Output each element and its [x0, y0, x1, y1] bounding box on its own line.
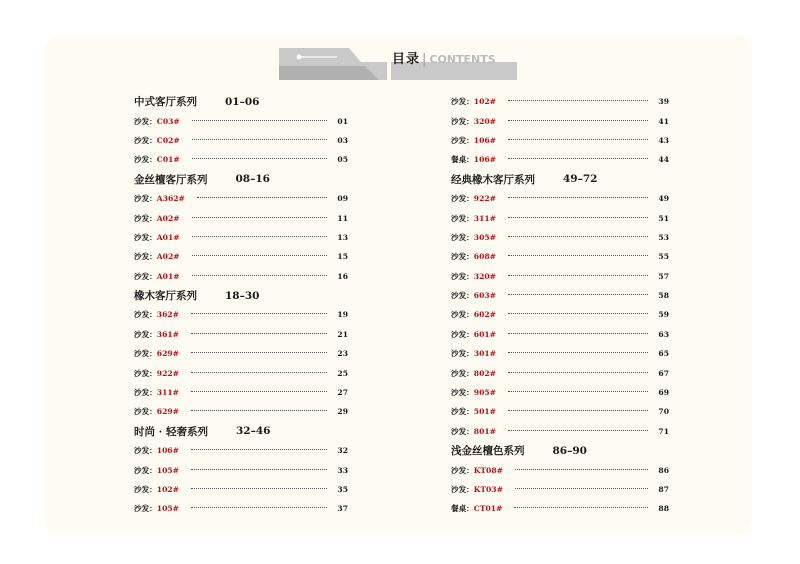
entry-page-number: 67 [658, 368, 669, 378]
dot-leader [508, 410, 648, 411]
entry-model-code: 106# [473, 155, 496, 165]
toc-entry [134, 189, 348, 208]
entry-type: 沙发： [134, 252, 157, 262]
toc-entry [451, 267, 669, 286]
entry-model-code: 362# [156, 310, 179, 320]
section-name: 时尚 · 轻奢系列 [134, 425, 208, 438]
entry-type: 沙发： [451, 135, 474, 145]
toc-entry [451, 189, 669, 208]
entry-page-number: 57 [658, 271, 669, 281]
entry-model-code: A02# [156, 252, 180, 262]
entry-model-code: 311# [156, 388, 179, 398]
entry-type: 沙发： [451, 213, 474, 223]
entry-type: 沙发： [451, 194, 474, 204]
entry-type: 沙发： [451, 485, 474, 494]
dot-leader [508, 100, 648, 101]
entry-type: 沙发： [134, 194, 157, 204]
dot-leader [191, 391, 327, 392]
entry-model-code: 602# [473, 310, 496, 320]
dot-leader [508, 430, 648, 431]
entry-model-code: KT08# [473, 465, 503, 475]
toc-entry [134, 247, 348, 266]
entry-page-number: 43 [658, 135, 669, 145]
toc-entry [451, 480, 669, 499]
entry-type: 沙发： [134, 388, 157, 398]
entry-model-code: 601# [473, 329, 496, 339]
dot-leader [508, 120, 648, 121]
entry-model-code: C01# [156, 155, 180, 165]
entry-page-number: 23 [337, 349, 348, 359]
toc-entry [451, 402, 669, 421]
entry-model-code: 802# [473, 368, 496, 378]
entry-page-number: 15 [337, 252, 348, 262]
entry-model-code: 305# [473, 232, 496, 242]
entry-type: 沙发： [134, 504, 157, 514]
entry-model-code: KT03# [473, 485, 503, 494]
toc-entry [451, 325, 669, 344]
dot-leader [192, 255, 328, 256]
section-heading [451, 170, 669, 189]
toc-entry [451, 131, 669, 150]
dot-leader [508, 372, 648, 373]
toc-entry [134, 267, 348, 286]
entry-type: 沙发： [134, 349, 157, 359]
entry-type: 沙发： [451, 291, 474, 301]
section-page-range: 18–30 [225, 289, 260, 302]
toc-entry [451, 111, 669, 130]
toc-entry [134, 499, 348, 518]
entry-type: 沙发： [134, 213, 157, 223]
entry-type: 沙发： [451, 388, 474, 398]
title-chinese: 目录 [392, 52, 421, 67]
entry-type: 沙发： [451, 368, 474, 378]
dot-leader [191, 488, 327, 489]
toc-entry [451, 208, 669, 227]
entry-model-code: A01# [156, 271, 180, 281]
dot-leader [191, 507, 327, 508]
toc-column-right [451, 92, 669, 519]
toc-entry [134, 441, 348, 460]
toc-entry [451, 92, 669, 111]
entry-type: 沙发： [451, 465, 474, 475]
dot-leader [192, 158, 328, 159]
entry-model-code: 922# [156, 368, 179, 378]
entry-page-number: 49 [658, 194, 669, 204]
entry-type: 沙发： [451, 407, 474, 417]
toc-entry [451, 286, 669, 305]
entry-model-code: 105# [156, 504, 179, 514]
dot-leader [191, 333, 327, 334]
section-page-range: 08–16 [235, 173, 270, 186]
dot-leader [192, 139, 328, 140]
toc-entry [451, 499, 669, 518]
entry-page-number: 09 [337, 194, 348, 204]
entry-page-number: 11 [337, 213, 348, 223]
entry-page-number: 51 [658, 213, 669, 223]
toc-entry [451, 383, 669, 402]
entry-page-number: 88 [658, 504, 669, 514]
entry-page-number: 32 [337, 446, 348, 456]
dot-leader [514, 507, 648, 508]
entry-page-number: 19 [337, 310, 348, 320]
entry-type: 沙发： [451, 349, 474, 359]
section-heading [134, 92, 348, 111]
entry-type: 沙发： [451, 116, 474, 126]
entry-type: 沙发： [134, 329, 157, 339]
title-separator: | [422, 52, 428, 67]
entry-model-code: 801# [473, 426, 496, 436]
entry-page-number: 27 [337, 388, 348, 398]
entry-type: 沙发： [134, 310, 157, 320]
entry-page-number: 05 [337, 155, 348, 165]
toc-entry [134, 363, 348, 382]
entry-page-number: 65 [658, 349, 669, 359]
entry-type: 沙发： [134, 485, 157, 494]
toc-entry [451, 228, 669, 247]
entry-type: 沙发： [134, 135, 157, 145]
entry-model-code: 603# [473, 291, 496, 301]
entry-page-number: 35 [337, 485, 348, 494]
section-page-range: 86–90 [552, 444, 587, 457]
dot-leader [508, 333, 648, 334]
dot-leader [508, 217, 648, 218]
entry-page-number: 21 [337, 329, 348, 339]
dot-leader [192, 236, 328, 237]
entry-page-number: 55 [658, 252, 669, 262]
toc-entry [134, 460, 348, 479]
toc-entry [451, 305, 669, 324]
section-name: 橡木客厅系列 [134, 290, 197, 303]
entry-type: 沙发： [451, 426, 474, 436]
section-page-range: 32–46 [235, 425, 271, 438]
entry-page-number: 69 [658, 388, 669, 398]
dot-leader [192, 120, 328, 121]
entry-page-number: 87 [658, 485, 669, 494]
entry-page-number: 58 [658, 291, 669, 301]
entry-page-number: 44 [658, 155, 669, 165]
toc-entry [134, 305, 348, 324]
dot-leader [191, 313, 327, 314]
entry-page-number: 29 [337, 407, 348, 417]
entry-model-code: 501# [473, 407, 496, 417]
entry-model-code: A01# [156, 232, 180, 242]
page-title [392, 48, 496, 67]
entry-page-number: 41 [658, 116, 669, 126]
entry-type: 沙发： [451, 271, 474, 281]
entry-type: 沙发： [451, 252, 474, 262]
entry-model-code: 311# [473, 213, 496, 223]
section-page-range: 01–06 [225, 95, 260, 108]
dot-leader [508, 352, 648, 353]
dot-leader [192, 217, 328, 218]
dot-leader [508, 294, 648, 295]
entry-model-code: 106# [473, 135, 496, 145]
section-name: 中式客厅系列 [134, 96, 197, 109]
entry-type: 沙发： [134, 116, 157, 126]
dot-leader [508, 197, 648, 198]
toc-entry [134, 131, 348, 150]
dot-leader [515, 488, 648, 489]
dot-leader [508, 236, 648, 237]
entry-page-number: 53 [658, 232, 669, 242]
entry-page-number: 01 [337, 116, 348, 126]
toc-entry [451, 247, 669, 266]
toc-entry [134, 344, 348, 363]
entry-model-code: C02# [156, 135, 180, 145]
title-english: CONTENTS [429, 53, 496, 66]
entry-type: 沙发： [134, 155, 157, 165]
toc-entry [134, 325, 348, 344]
entry-model-code: 320# [473, 271, 496, 281]
entry-model-code: 102# [156, 485, 179, 494]
dot-leader [192, 275, 328, 276]
entry-type: 沙发： [134, 465, 157, 475]
entry-model-code: 629# [156, 349, 179, 359]
toc-entry [451, 150, 669, 169]
toc-entry [451, 363, 669, 382]
dot-leader [508, 275, 648, 276]
entry-model-code: 105# [156, 465, 179, 475]
toc-entry [134, 111, 348, 130]
entry-page-number: 70 [658, 407, 669, 417]
section-heading [134, 422, 348, 441]
entry-model-code: 301# [473, 349, 496, 359]
entry-model-code: A362# [156, 194, 185, 204]
toc-entry [451, 422, 669, 441]
entry-page-number: 03 [337, 135, 348, 145]
entry-type: 沙发： [451, 329, 474, 339]
toc-entry [451, 460, 669, 479]
dot-leader [508, 391, 648, 392]
dot-leader [197, 197, 328, 198]
entry-type: 沙发： [134, 271, 157, 281]
entry-model-code: A02# [156, 213, 180, 223]
section-name: 浅金丝檀色系列 [451, 445, 525, 458]
entry-model-code: C03# [156, 116, 180, 126]
dot-leader [508, 139, 648, 140]
section-name: 经典橡木客厅系列 [451, 173, 535, 186]
dot-leader [508, 158, 648, 159]
entry-type: 沙发： [451, 232, 474, 242]
entry-type: 沙发： [134, 407, 157, 417]
dot-leader [515, 469, 648, 470]
section-page-range: 49–72 [563, 173, 598, 186]
toc-entry [134, 150, 348, 169]
dot-leader [508, 313, 648, 314]
dot-leader [191, 449, 327, 450]
toc-entry [134, 402, 348, 421]
entry-page-number: 37 [337, 504, 348, 514]
entry-type: 餐桌： [451, 504, 474, 514]
toc-entry [451, 344, 669, 363]
section-heading [134, 170, 348, 189]
entry-type: 沙发： [134, 368, 157, 378]
dot-leader [191, 352, 327, 353]
entry-model-code: CT01# [473, 504, 503, 514]
entry-page-number: 86 [658, 465, 669, 475]
entry-type: 沙发： [134, 232, 157, 242]
entry-model-code: 608# [473, 252, 496, 262]
entry-page-number: 71 [658, 426, 669, 436]
dot-leader [191, 410, 327, 411]
section-heading [451, 441, 669, 460]
entry-page-number: 59 [658, 310, 669, 320]
section-heading [134, 286, 348, 305]
entry-page-number: 63 [658, 329, 669, 339]
entry-type: 沙发： [134, 446, 157, 456]
entry-model-code: 905# [473, 388, 496, 398]
entry-page-number: 33 [337, 465, 348, 475]
dot-leader [191, 372, 327, 373]
toc-entry [134, 208, 348, 227]
toc-entry [134, 383, 348, 402]
dot-leader [191, 469, 327, 470]
entry-model-code: 922# [473, 194, 496, 204]
entry-page-number: 13 [337, 232, 348, 242]
section-name: 金丝檀客厅系列 [134, 173, 208, 186]
entry-page-number: 16 [337, 271, 348, 281]
toc-entry [134, 228, 348, 247]
entry-model-code: 106# [156, 446, 179, 456]
entry-page-number: 25 [337, 368, 348, 378]
entry-model-code: 320# [473, 116, 496, 126]
entry-type: 餐桌： [451, 155, 474, 165]
toc-column-left [134, 92, 348, 519]
toc-entry [134, 480, 348, 499]
entry-model-code: 361# [156, 329, 179, 339]
dot-leader [508, 255, 648, 256]
entry-type: 沙发： [451, 310, 474, 320]
entry-type: 沙发： [451, 97, 474, 107]
entry-model-code: 102# [473, 97, 496, 107]
entry-page-number: 39 [658, 97, 669, 107]
entry-model-code: 629# [156, 407, 179, 417]
